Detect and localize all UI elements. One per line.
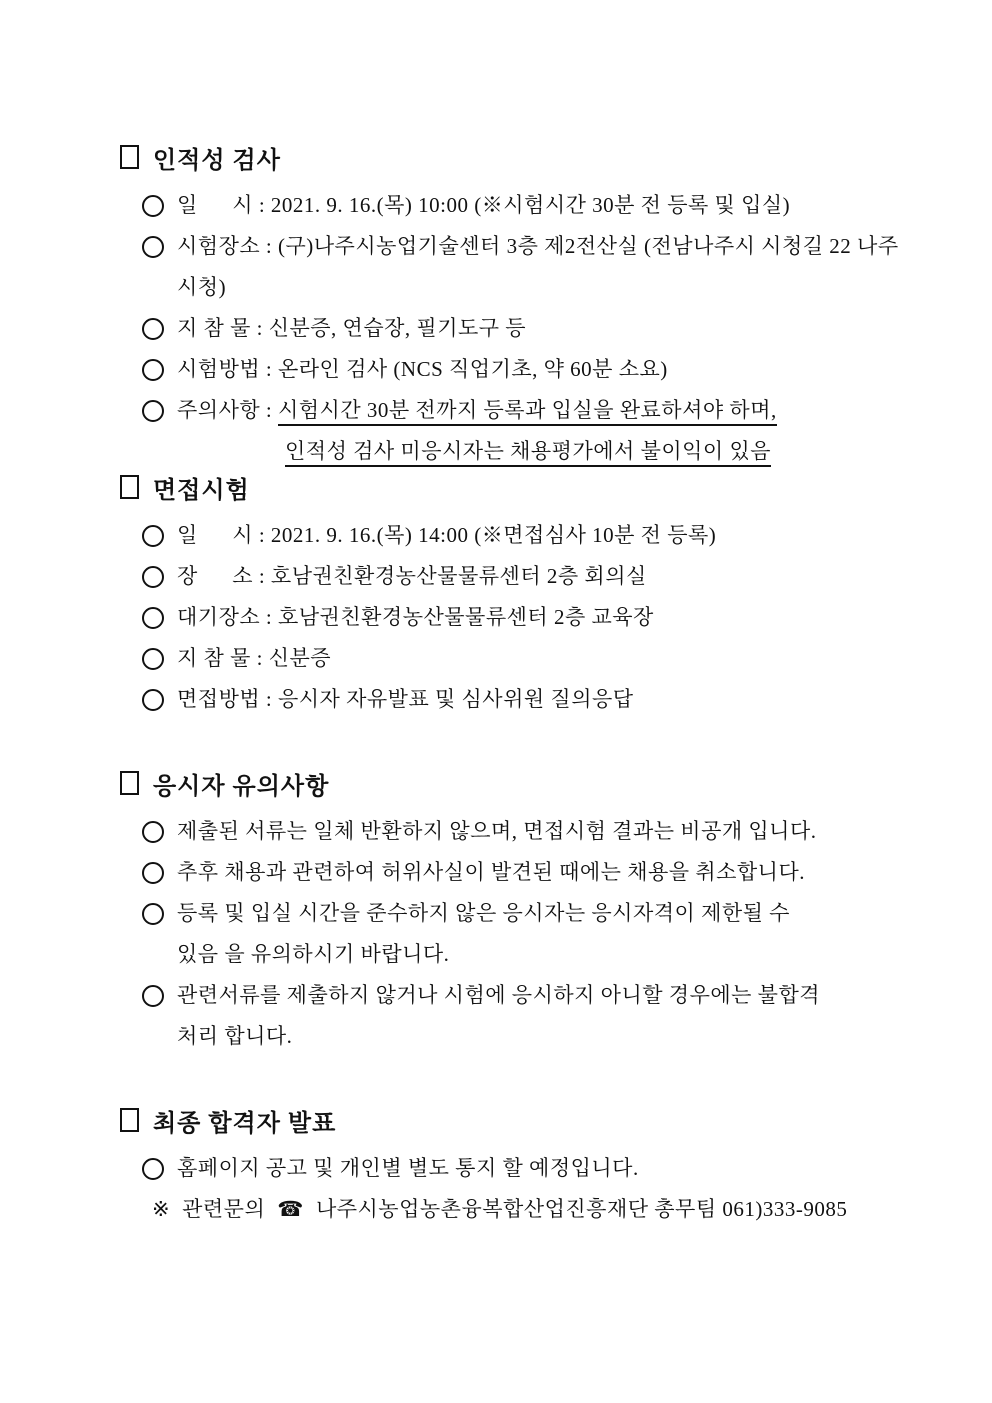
contact-note bbox=[152, 1189, 900, 1230]
section-heading bbox=[120, 1105, 900, 1135]
item-text: 관련서류를 제출하지 않거나 시험에 응시하지 아니할 경우에는 불합격 bbox=[177, 983, 821, 1007]
section-heading bbox=[120, 768, 900, 798]
reference-mark-icon: ※ bbox=[152, 1197, 171, 1221]
circle-bullet-icon bbox=[142, 648, 164, 670]
item-label: 주의사항 : bbox=[177, 398, 278, 422]
list-item bbox=[142, 556, 900, 597]
square-bullet-icon bbox=[120, 771, 139, 795]
item-list bbox=[142, 185, 900, 472]
circle-bullet-icon bbox=[142, 318, 164, 340]
underlined-text: 인적성 검사 미응시자는 채용평가에서 불이익이 있음 bbox=[285, 439, 771, 467]
circle-bullet-icon bbox=[142, 400, 164, 422]
contact-note-text: 나주시농업농촌융복합산업진흥재단 총무팀 061)333-9085 bbox=[315, 1197, 848, 1221]
circle-bullet-icon bbox=[142, 862, 164, 884]
phone-icon: ☎ bbox=[277, 1197, 304, 1221]
list-item bbox=[142, 679, 900, 720]
section-title-text: 인적성 검사 bbox=[153, 147, 281, 174]
section-applicant-notes bbox=[120, 768, 900, 1057]
circle-bullet-icon bbox=[142, 566, 164, 588]
item-text-continuation: 있음 을 유의하시기 바랍니다. bbox=[177, 942, 450, 966]
item-text: 지 참 물 : 신분증 bbox=[177, 646, 332, 670]
circle-bullet-icon bbox=[142, 359, 164, 381]
list-item bbox=[142, 852, 900, 893]
item-text: 홈페이지 공고 및 개인별 별도 통지 할 예정입니다. bbox=[177, 1156, 639, 1180]
item-text: 시험장소 : (구)나주시농업기술센터 3층 제2전산실 (전남나주시 시청길 22 나주시청) bbox=[177, 234, 899, 299]
list-item bbox=[142, 811, 900, 852]
list-item bbox=[142, 226, 900, 308]
section-heading bbox=[120, 142, 900, 172]
section-title-text: 면접시험 bbox=[153, 477, 250, 504]
item-text: 일 시 : 2021. 9. 16.(목) 14:00 (※면접심사 10분 전 등록) bbox=[177, 523, 717, 547]
item-text: 추후 채용과 관련하여 허위사실이 발견된 때에는 채용을 취소합니다. bbox=[177, 860, 806, 884]
item-text: 지 참 물 : 신분증, 연습장, 필기도구 등 bbox=[177, 316, 527, 340]
list-item bbox=[142, 390, 900, 472]
item-text: 면접방법 : 응시자 자유발표 및 심사위원 질의응답 bbox=[177, 687, 634, 711]
section-aptitude-test bbox=[120, 142, 900, 472]
list-item bbox=[142, 638, 900, 679]
circle-bullet-icon bbox=[142, 689, 164, 711]
square-bullet-icon bbox=[120, 145, 139, 169]
item-text: 제출된 서류는 일체 반환하지 않으며, 면접시험 결과는 비공개 입니다. bbox=[177, 819, 817, 843]
section-heading bbox=[120, 472, 900, 502]
item-list bbox=[142, 811, 900, 1057]
item-text: 장 소 : 호남권친환경농산물물류센터 2층 회의실 bbox=[177, 564, 647, 588]
circle-bullet-icon bbox=[142, 985, 164, 1007]
contact-note-label: 관련문의 bbox=[182, 1197, 266, 1221]
circle-bullet-icon bbox=[142, 821, 164, 843]
item-list bbox=[142, 1148, 900, 1230]
item-text: 시험방법 : 온라인 검사 (NCS 직업기초, 약 60분 소요) bbox=[177, 357, 668, 381]
item-list bbox=[142, 515, 900, 720]
list-item bbox=[142, 515, 900, 556]
section-title-text: 최종 합격자 발표 bbox=[153, 1110, 337, 1137]
section-interview-exam bbox=[120, 472, 900, 720]
section-final-announcement bbox=[120, 1105, 900, 1230]
circle-bullet-icon bbox=[142, 195, 164, 217]
list-item bbox=[142, 597, 900, 638]
circle-bullet-icon bbox=[142, 236, 164, 258]
circle-bullet-icon bbox=[142, 1158, 164, 1180]
list-item bbox=[142, 893, 900, 975]
section-title-text: 응시자 유의사항 bbox=[153, 773, 330, 800]
list-item bbox=[142, 185, 900, 226]
item-text-continuation: 처리 합니다. bbox=[177, 1024, 293, 1048]
list-item bbox=[142, 308, 900, 349]
circle-bullet-icon bbox=[142, 525, 164, 547]
list-item bbox=[142, 975, 900, 1057]
underlined-text: 시험시간 30분 전까지 등록과 입실을 완료하셔야 하며, bbox=[278, 398, 777, 426]
square-bullet-icon bbox=[120, 1108, 139, 1132]
item-text: 대기장소 : 호남권친환경농산물물류센터 2층 교육장 bbox=[177, 605, 654, 629]
square-bullet-icon bbox=[120, 475, 139, 499]
list-item bbox=[142, 1148, 900, 1189]
circle-bullet-icon bbox=[142, 607, 164, 629]
circle-bullet-icon bbox=[142, 903, 164, 925]
item-text: 일 시 : 2021. 9. 16.(목) 10:00 (※시험시간 30분 전 등록 및 입실) bbox=[177, 193, 791, 217]
item-text: 등록 및 입실 시간을 준수하지 않은 응시자는 응시자격이 제한될 수 bbox=[177, 901, 790, 925]
list-item bbox=[142, 349, 900, 390]
